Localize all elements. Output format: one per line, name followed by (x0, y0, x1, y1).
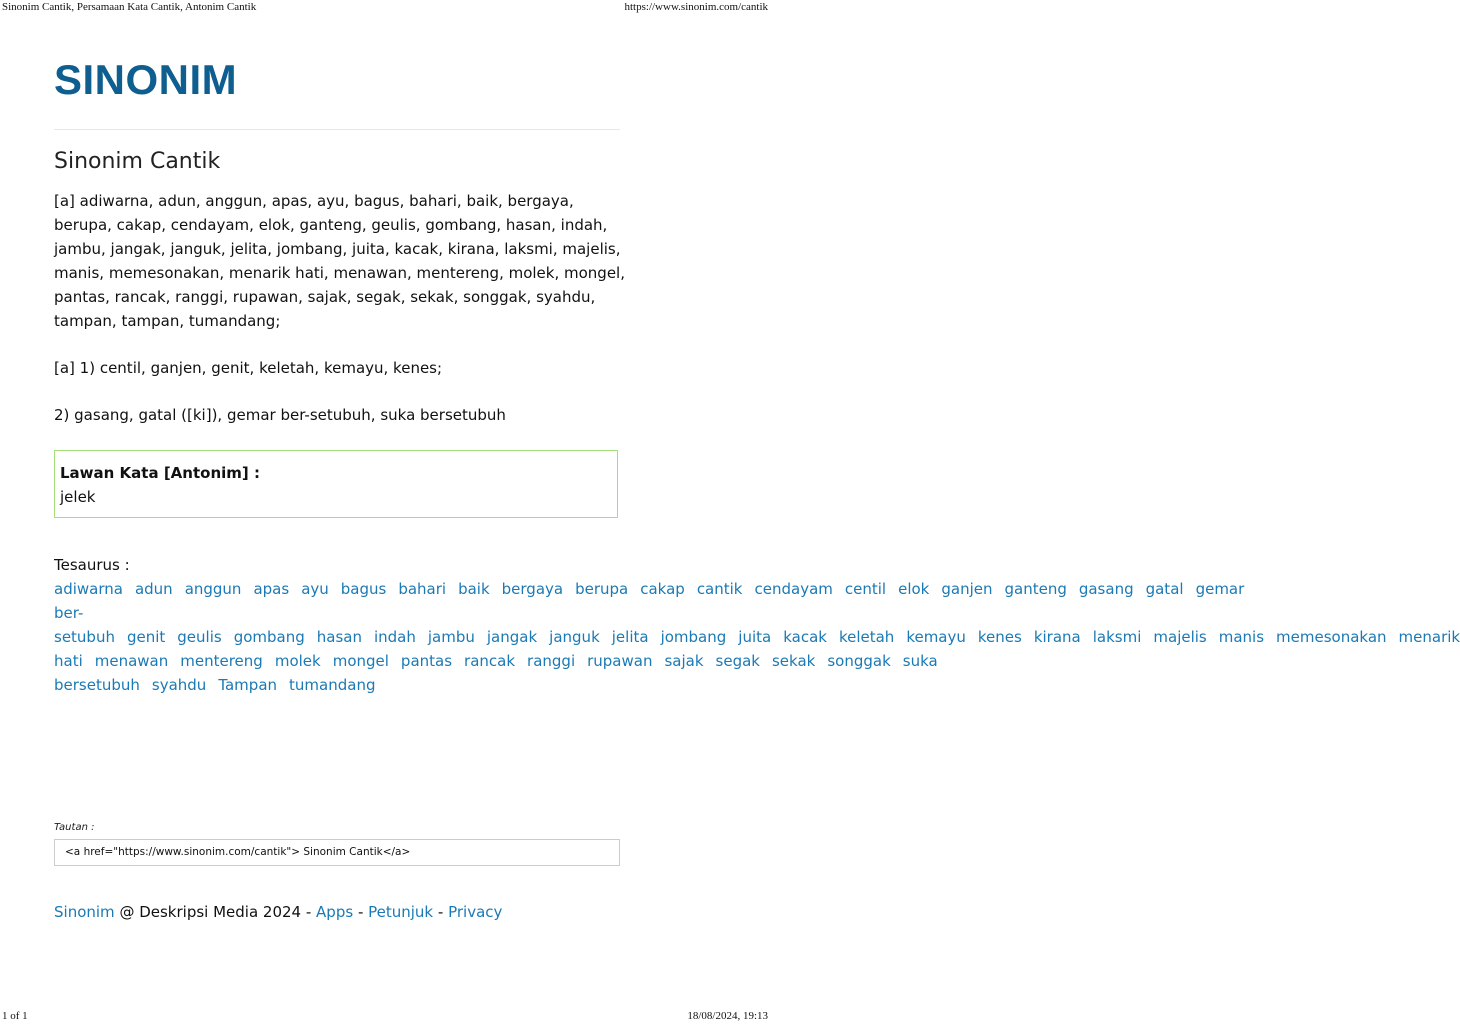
thesaurus-item (661, 628, 727, 646)
thesaurus-item (177, 628, 221, 646)
thesaurus-item (398, 580, 446, 598)
footer-copyright: @ Deskripsi Media 2024 - (114, 903, 317, 921)
thesaurus-link[interactable]: kenes (977, 628, 1022, 646)
thesaurus-link[interactable]: suka bersetubuh (54, 652, 938, 694)
footer-separator: - (433, 903, 449, 921)
thesaurus-item (301, 580, 329, 598)
thesaurus-item (275, 652, 321, 670)
thesaurus-item (234, 628, 305, 646)
synonym-list-secondary: [a] 1) centil, ganjen, genit, keletah, kemayu, kenes; (54, 359, 443, 377)
thesaurus-link[interactable]: jelita (611, 628, 649, 646)
thesaurus-link[interactable]: ganjen (941, 580, 993, 598)
footer-separator: - (353, 903, 369, 921)
thesaurus-link[interactable]: cendayam (754, 580, 833, 598)
thesaurus-item (906, 628, 966, 646)
thesaurus-link[interactable]: ayu (301, 580, 329, 598)
thesaurus-link[interactable]: menarik hati (54, 628, 1460, 670)
thesaurus-link[interactable]: laksmi (1092, 628, 1142, 646)
thesaurus-item (941, 580, 992, 598)
thesaurus-link[interactable]: pantas (400, 652, 453, 670)
print-page-title: Sinonim Cantik, Persamaan Kata Cantik, Antonim Cantik (2, 1, 257, 13)
thesaurus-item (127, 628, 165, 646)
thesaurus-link[interactable]: keletah (838, 628, 895, 646)
thesaurus-item (827, 652, 890, 670)
thesaurus-item (978, 628, 1022, 646)
site-footer (54, 900, 502, 924)
site-logo[interactable]: SINONIM (54, 56, 238, 103)
thesaurus-link[interactable]: bergaya (501, 580, 564, 598)
thesaurus-link[interactable]: kirana (1033, 628, 1081, 646)
thesaurus-item (180, 652, 263, 670)
thesaurus-link[interactable]: majelis (1153, 628, 1207, 646)
thesaurus-link[interactable]: tumandang (289, 676, 376, 694)
thesaurus-item (1146, 580, 1184, 598)
thesaurus-link[interactable]: adun (134, 580, 173, 598)
thesaurus-link[interactable]: mentereng (180, 652, 263, 670)
thesaurus-link[interactable]: centil (844, 580, 887, 598)
thesaurus-link[interactable]: hasan (316, 628, 362, 646)
thesaurus-link[interactable]: gasang (1078, 580, 1134, 598)
thesaurus-link[interactable]: segak (715, 652, 760, 670)
thesaurus-item (783, 628, 827, 646)
thesaurus-item (1004, 580, 1066, 598)
thesaurus-item (152, 676, 206, 694)
thesaurus-link[interactable]: apas (253, 580, 290, 598)
footer-link-sinonim[interactable]: Sinonim (54, 903, 115, 921)
thesaurus-item (839, 628, 894, 646)
thesaurus-item (664, 652, 703, 670)
thesaurus-item (1153, 628, 1206, 646)
thesaurus-item (738, 628, 771, 646)
thesaurus-item (135, 580, 173, 598)
thesaurus-link[interactable]: indah (373, 628, 416, 646)
thesaurus-item (95, 652, 169, 670)
thesaurus-link[interactable]: kacak (783, 628, 827, 646)
thesaurus-item (1034, 628, 1081, 646)
thesaurus-item (575, 580, 628, 598)
antonym-label: Lawan Kata [Antonim] : (60, 464, 260, 482)
thesaurus-item (374, 628, 416, 646)
thesaurus-link[interactable]: baik (458, 580, 490, 598)
thesaurus-link[interactable]: jangak (486, 628, 538, 646)
thesaurus-link[interactable]: bahari (398, 580, 447, 598)
print-datetime: 18/08/2024, 19:13 (687, 1010, 768, 1022)
thesaurus-label: Tesaurus : (54, 556, 130, 574)
thesaurus-link[interactable]: mongel (332, 652, 389, 670)
thesaurus-link[interactable]: syahdu (151, 676, 207, 694)
antonym-box (54, 450, 618, 518)
tautan-label: Tautan : (54, 822, 95, 833)
synonym-list-tertiary: 2) gasang, gatal ([ki]), gemar ber-setubuh, suka bersetubuh (54, 406, 506, 424)
print-page-count: 1 of 1 (2, 1010, 28, 1022)
thesaurus-link[interactable]: geulis (177, 628, 222, 646)
thesaurus-link[interactable]: kemayu (906, 628, 966, 646)
thesaurus-item (458, 580, 490, 598)
thesaurus-link[interactable]: ranggi (527, 652, 576, 670)
thesaurus-item (755, 580, 833, 598)
thesaurus-link[interactable]: menawan (94, 652, 169, 670)
thesaurus-link[interactable]: rupawan (587, 652, 653, 670)
thesaurus-link[interactable]: cantik (696, 580, 743, 598)
thesaurus-item (487, 628, 537, 646)
thesaurus-item (1079, 580, 1134, 598)
thesaurus-link[interactable]: gombang (233, 628, 305, 646)
thesaurus-link[interactable]: manis (1218, 628, 1265, 646)
thesaurus-link[interactable]: gatal (1145, 580, 1184, 598)
footer-link-privacy[interactable]: Privacy (448, 903, 503, 921)
thesaurus-link[interactable]: jambu (427, 628, 475, 646)
thesaurus-item (317, 628, 362, 646)
tautan-code-box[interactable]: <a href="https://www.sinonim.com/cantik"> Sinonim Cantik</a> (54, 839, 620, 866)
thesaurus-item (253, 580, 289, 598)
thesaurus-item (333, 652, 389, 670)
header-divider (54, 129, 620, 130)
page-title: Sinonim Cantik (54, 149, 221, 174)
thesaurus-item (1219, 628, 1264, 646)
thesaurus-link[interactable]: genit (126, 628, 166, 646)
thesaurus-link[interactable]: anggun (184, 580, 242, 598)
thesaurus-item (640, 580, 685, 598)
thesaurus-item (185, 580, 242, 598)
thesaurus-item (341, 580, 387, 598)
print-page-url: https://www.sinonim.com/cantik (624, 1, 768, 13)
thesaurus-link[interactable]: gemar ber-setubuh (54, 580, 1245, 646)
thesaurus-item (612, 628, 649, 646)
thesaurus-link[interactable]: memesonakan (1276, 628, 1387, 646)
thesaurus-item (527, 652, 575, 670)
thesaurus-item (716, 652, 760, 670)
thesaurus-link[interactable]: elok (898, 580, 930, 598)
thesaurus-link[interactable]: ganteng (1004, 580, 1067, 598)
thesaurus-link[interactable]: Tampan (218, 676, 278, 694)
thesaurus-link[interactable]: adiwarna (54, 580, 123, 598)
thesaurus-link[interactable]: rancak (464, 652, 516, 670)
thesaurus-link[interactable]: sekak (771, 652, 816, 670)
antonym-value: jelek (60, 488, 96, 506)
thesaurus-item (218, 676, 277, 694)
thesaurus-link[interactable]: cakap (640, 580, 685, 598)
thesaurus-link[interactable]: songgak (827, 652, 891, 670)
thesaurus-item (464, 652, 515, 670)
thesaurus-link[interactable]: sajak (664, 652, 704, 670)
thesaurus-link[interactable]: bagus (340, 580, 387, 598)
footer-link-apps[interactable]: Apps (316, 903, 354, 921)
thesaurus-link[interactable]: molek (274, 652, 321, 670)
thesaurus-link[interactable]: berupa (575, 580, 629, 598)
footer-link-petunjuk[interactable]: Petunjuk (368, 903, 434, 921)
thesaurus-link[interactable]: janguk (549, 628, 600, 646)
thesaurus-item (772, 652, 815, 670)
thesaurus-item (428, 628, 475, 646)
thesaurus-item (289, 676, 375, 694)
thesaurus-item (549, 628, 600, 646)
thesaurus-item (502, 580, 563, 598)
thesaurus-link-list (54, 577, 1460, 697)
synonym-list-primary: [a] adiwarna, adun, anggun, apas, ayu, bagus, bahari, baik, bergaya, berupa, cakap, cendayam, elok, ganteng, geulis, gombang, hasan, indah, jambu, jangak, janguk, jelita, jombang, juita, kacak, kirana, laksmi, majelis, manis, memesonakan, menarik hati, menawan, mentereng, molek, mongel, pantas, rancak, ranggi, rupawan, sajak, segak, sekak, songgak, syahdu, tampan, tampan, tumandang; (54, 192, 625, 330)
thesaurus-link[interactable]: juita (738, 628, 772, 646)
thesaurus-item (898, 580, 929, 598)
thesaurus-item (1093, 628, 1142, 646)
thesaurus-item (54, 580, 123, 598)
thesaurus-item (845, 580, 886, 598)
thesaurus-item (697, 580, 743, 598)
thesaurus-item (401, 652, 452, 670)
thesaurus-item (1276, 628, 1387, 646)
thesaurus-item (587, 652, 652, 670)
thesaurus-link[interactable]: jombang (660, 628, 727, 646)
